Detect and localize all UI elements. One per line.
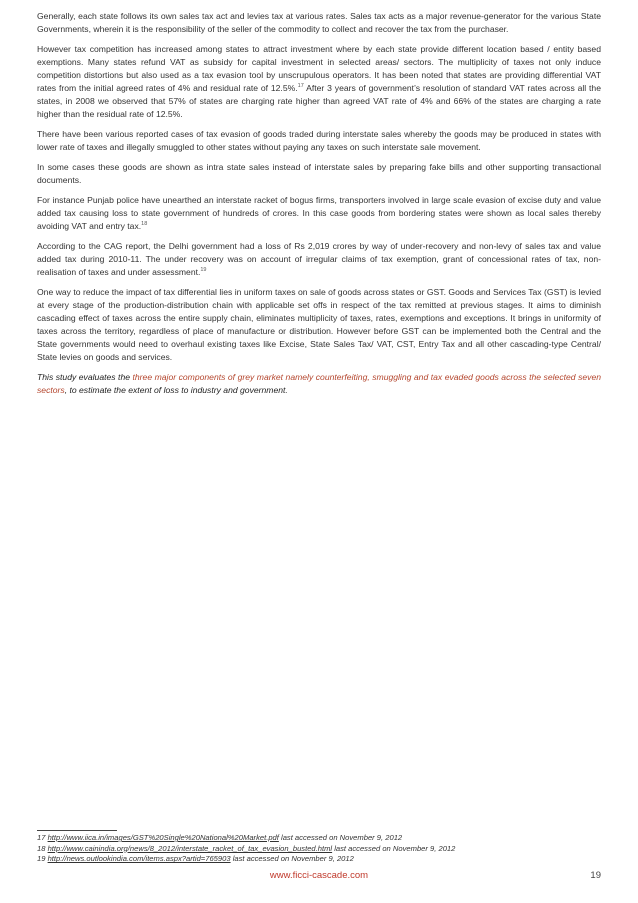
study-text-before: This study evaluates the — [37, 372, 133, 382]
paragraph-text: Generally, each state follows its own sales tax act and levies tax at various rates. Sales tax acts as a major revenue-generator for the various State Governments, wherein it is the responsibility of the seller of the commodity to collect and recover the tax from the purchaser. — [37, 11, 601, 34]
footnote-18 — [37, 844, 601, 855]
footnote-number: 18 — [37, 843, 46, 853]
study-text-after: , to estimate the extent of loss to industry and government. — [64, 385, 288, 395]
paragraph-text: According to the CAG report, the Delhi government had a loss of Rs 2,019 crores by way of under-recovery and non-levy of sales tax and value added tax during 2010-11. The under recovery was on account of irregular claims of tax exemption, grant of concessional rates of tax, non- realisation of taxes and under assessment. — [37, 241, 601, 277]
footnote-divider — [37, 830, 117, 831]
footnote-ref-17[interactable]: 17 — [297, 83, 304, 90]
paragraph-interstate-evasion — [37, 128, 601, 154]
paragraph-sales-tax-intro — [37, 10, 601, 36]
page-body — [37, 10, 601, 404]
study-highlight: three major components of grey market namely counterfeiting, smuggling and tax evaded goods across the selected seven sectors — [37, 372, 602, 395]
footnote-17 — [37, 833, 601, 844]
footnote-link[interactable]: http://www.iica.in/images/GST%20Single%20National%20Market.pdf — [47, 833, 279, 842]
footnote-ref-19[interactable]: 19 — [200, 267, 207, 274]
paragraph-text: There have been various reported cases of tax evasion of goods traded during interstate sales whereby the goods may be produced in states with lower rate of taxes and illegally smuggled to other states without paying any taxes on such interstate sale movement. — [37, 129, 601, 152]
page-number: 19 — [590, 870, 601, 881]
footnote-number: 17 — [37, 833, 46, 842]
paragraph-text: However tax competition has increased among states to attract investment where by each state provide different location based / entity based exemptions. Many states refund VAT as subsidy for capital investment in selected areas/ sectors. The multiplicity of taxes not only induce competition distortions but also used as a tax evasion tool by unscrupulous operators. It has been noted that states are providing differential VAT rates from the initial agreed rates of 4% and residual rate of 12.5%. — [37, 44, 601, 93]
paragraph-punjab-racket — [37, 194, 601, 233]
footnote-19 — [37, 854, 601, 865]
footnote-link[interactable]: http://www.cainindia.org/news/8_2012/interstate_racket_of_tax_evasion_busted.html — [47, 843, 333, 853]
paragraph-intra-state-sales — [37, 161, 601, 187]
paragraph-text-continued: After 3 years of government’s resolution of standard VAT rates across all the states, in 2008 we observed that 57% of states are charging rate higher than agreed VAT rate of 4% and 66% of the states are charging a rate higher than the residual rate of 12.5%. — [37, 83, 601, 119]
footer-website-link[interactable]: www.ficci-cascade.com — [269, 870, 369, 881]
footnote-note: last accessed on November 9, 2012 — [278, 833, 403, 842]
paragraph-text: In some cases these goods are shown as intra state sales instead of interstate sales by preparing fake bills and other supporting transactional documents. — [37, 162, 601, 185]
footnote-note: last accessed on November 9, 2012 — [230, 854, 354, 864]
footnote-ref-18[interactable]: 18 — [141, 221, 148, 228]
paragraph-text: For instance Punjab police have unearthed an interstate racket of bogus firms, transporters involved in large scale evasion of excise duty and value added tax causing loss to state government of hundreds of crores. In this case goods from bordering states were shown as local sales thereby avoiding VAT and entry tax. — [37, 195, 601, 231]
footnote-number: 19 — [37, 854, 46, 864]
paragraph-text: One way to reduce the impact of tax differential lies in uniform taxes on sale of goods across states or GST. Goods and Services Tax (GST) is levied at every stage of the production-distribution chain with applicable set offs in respect of the tax remitted at previous stages. It aims to diminish cascading effect of taxes across the entire supply chain, eliminates multiplicity of taxes, rates, exemptions and exceptions. It brings in uniformity of taxes across the territory, regardless of place of manufacture or distribution. However before GST can be implemented both the Central and the State governments would need to overhaul existing taxes like Excise, State Sales Tax/ VAT, CST, Entry Tax and all other cascading-type Central/ State levies on goods and services. — [37, 287, 601, 362]
footnotes — [37, 833, 601, 865]
footnote-link[interactable]: http://news.outlookindia.com/items.aspx?artid=765903 — [47, 854, 231, 864]
paragraph-tax-competition — [37, 43, 601, 121]
paragraph-study-scope — [37, 371, 601, 397]
footnote-note: last accessed on November 9, 2012 — [332, 843, 456, 853]
paragraph-cag-report — [37, 240, 601, 279]
paragraph-gst — [37, 286, 601, 364]
